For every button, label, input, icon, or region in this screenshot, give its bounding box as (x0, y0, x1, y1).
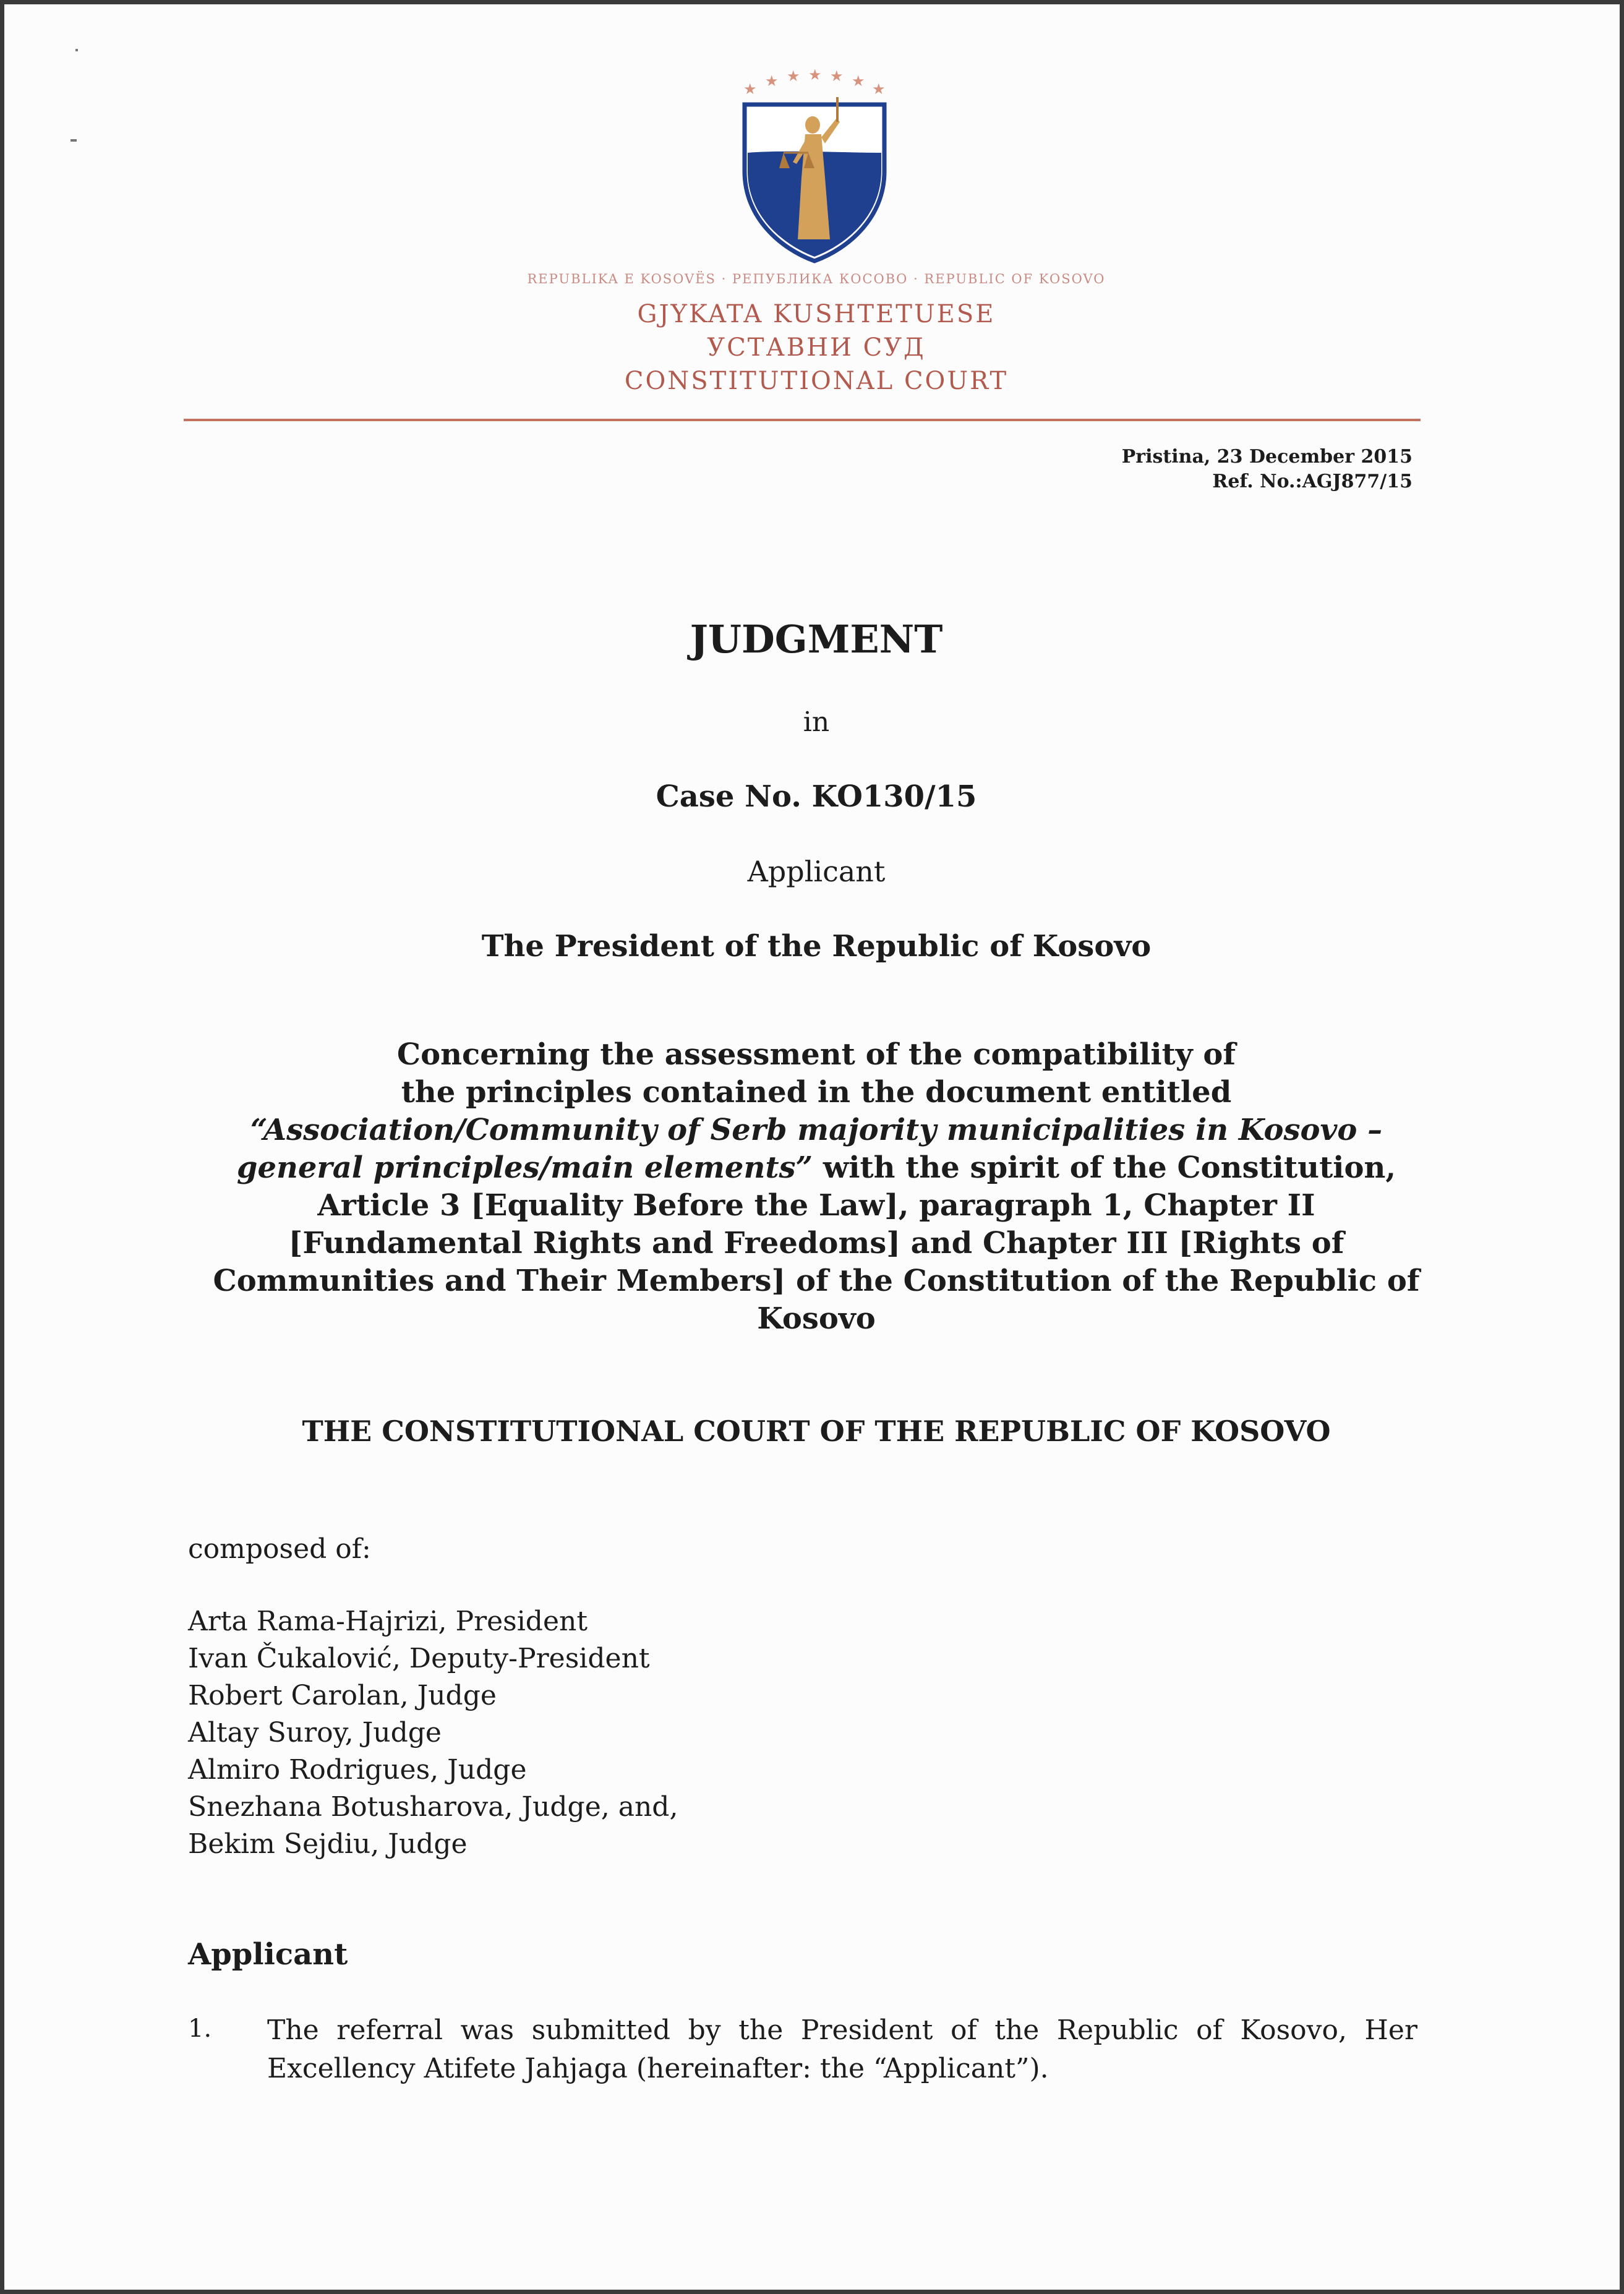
composed-of-label: composed of: (188, 1533, 371, 1565)
concerning-line-rest: with the spirit of the Constitution, (813, 1150, 1396, 1185)
concerning-line: the principles contained in the document entitled (401, 1075, 1232, 1110)
reference-number: Ref. No.:AGJ877/15 (1212, 471, 1412, 492)
title-in: in (803, 706, 830, 738)
place-date: Pristina, 23 December 2015 (1121, 446, 1412, 468)
judge-item: Ivan Čukalović, Deputy-President (188, 1643, 650, 1674)
paragraph-text: The referral was submitted by the President of the Republic of Kosovo, Her Excellency Atifete Jahjaga (hereinafter: the “Applicant”). (267, 2014, 1417, 2084)
concerning-line: Concerning the assessment of the compatibility of (396, 1037, 1236, 1072)
judge-item: Almiro Rodrigues, Judge (188, 1754, 527, 1786)
concerning-line (184, 1149, 1449, 1187)
concerning-line: [Fundamental Rights and Freedoms] and Chapter III [Rights of (288, 1226, 1344, 1260)
scan-speck (75, 49, 78, 51)
judge-item: Snezhana Botusharova, Judge, and, (188, 1791, 678, 1823)
concerning-statement (184, 1036, 1449, 1338)
svg-text:★: ★ (765, 72, 779, 90)
concerning-line: Communities and Their Members] of the Constitution of the Republic of (213, 1264, 1420, 1298)
judge-item: Bekim Sejdiu, Judge (188, 1828, 468, 1860)
concerning-line-italic: “Association/Community of Serb majority municipalities in Kosovo – (250, 1113, 1383, 1147)
applicant-name: The President of the Republic of Kosovo (481, 929, 1152, 964)
svg-text:★: ★ (872, 80, 886, 98)
scan-speck (71, 139, 77, 142)
svg-text:★: ★ (743, 80, 757, 98)
case-number: Case No. KO130/15 (656, 779, 977, 814)
svg-text:★: ★ (787, 67, 800, 85)
kosovo-constitutional-court-emblem (731, 60, 898, 267)
applicant-label: Applicant (747, 855, 886, 888)
paragraph-number: 1. (188, 2014, 212, 2043)
republic-trilingual-line: REPUBLIKA E KOSOVËS · РЕПУБЛИКА КОСОВО · REPUBLIC OF KOSOVO (527, 272, 1106, 286)
concerning-line: Kosovo (757, 1301, 876, 1336)
judges-list (188, 1603, 678, 1863)
judge-item: Arta Rama-Hajrizi, President (188, 1606, 588, 1637)
svg-text:★: ★ (830, 67, 844, 85)
stars-icon (743, 66, 886, 98)
document-title: JUDGMENT (690, 617, 943, 662)
court-name-english: CONSTITUTIONAL COURT (624, 367, 1009, 395)
court-heading: THE CONSTITUTIONAL COURT OF THE REPUBLIC OF KOSOVO (302, 1414, 1331, 1448)
judge-item: Altay Suroy, Judge (188, 1717, 442, 1748)
concerning-line: Article 3 [Equality Before the Law], paragraph 1, Chapter II (317, 1188, 1315, 1223)
judge-item: Robert Carolan, Judge (188, 1680, 497, 1711)
svg-text:★: ★ (808, 66, 822, 83)
header-divider (184, 419, 1421, 421)
svg-text:★: ★ (852, 72, 865, 90)
court-name-albanian: GJYKATA KUSHTETUESE (637, 300, 996, 328)
concerning-title-italic: general principles/main elements” (236, 1150, 813, 1185)
applicant-section-heading: Applicant (188, 1937, 348, 1972)
document-meta (1122, 445, 1412, 494)
court-name-serbian: УСТАВНИ СУД (707, 333, 926, 362)
